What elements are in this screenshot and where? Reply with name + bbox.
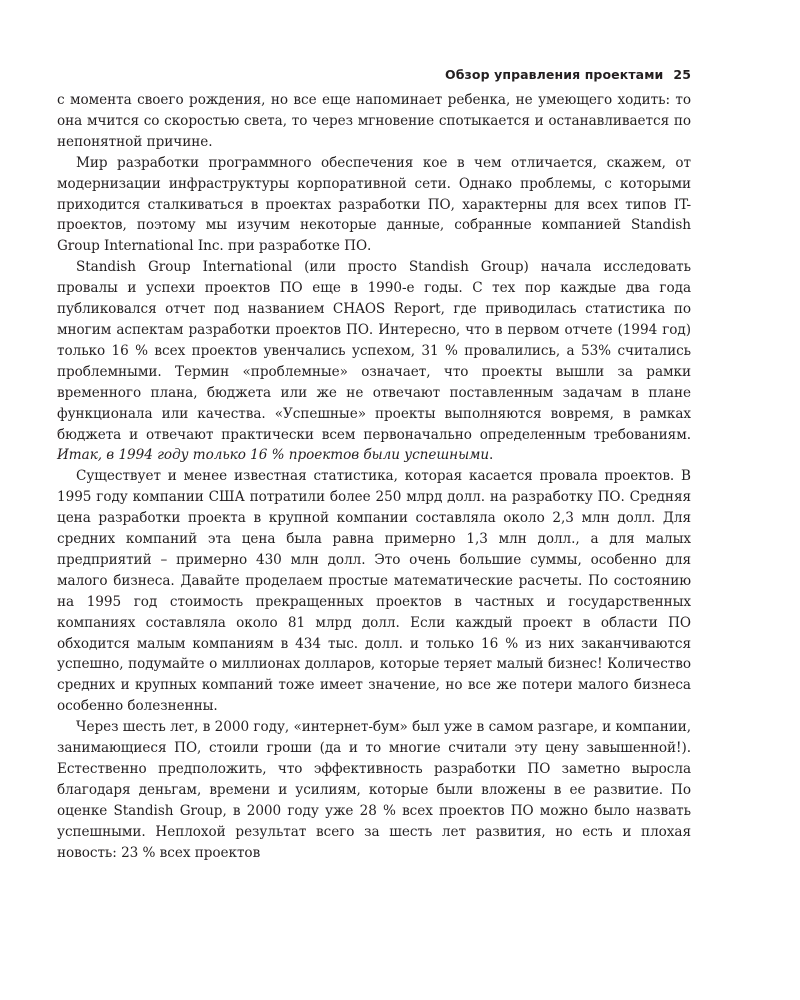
paragraph [57,257,691,466]
paragraph-tail: . [489,447,494,464]
paragraph: Через шесть лет, в 2000 году, «интернет-бум» был уже в самом разгаре, и компании, занимающиеся ПО, стоили гроши (да и то многие считали эту цену завышенной!). Естественно предположить, что эффективность разработки ПО заметно выросла благодаря деньгам, времени и усилиям, которые были вложены в ее развитие. По оценке Standish Group, в 2000 году уже 28 % всех проектов ПО можно было назвать успешными. Неплохой результат всего за шесть лет развития, но есть и плохая новость: 23 % всех проектов [57,719,691,861]
emphasized-conclusion: Итак, в 1994 году только 16 % проектов были успешными [57,447,490,464]
running-header [57,66,691,84]
paragraph: с момента своего рождения, но все еще напоминает ребенка, не умеющего ходить: то она мчится со скоростью света, то через мгновение спотыкается и останавливается по непонятной причине. [57,92,691,150]
chapter-title: Обзор управления проектами [445,67,664,82]
page-number: 25 [673,67,691,82]
paragraph: Мир разработки программного обеспечения кое в чем отличается, скажем, от модернизации инфраструктуры корпоративной сети. Однако проблемы, с которыми приходится сталкиваться в проектах разработки ПО, характерны для всех типов IT-проектов, поэтому мы изучим некоторые данные, собранные компанией Standish Group International Inc. при разработке ПО. [57,154,691,255]
paragraph: Существует и менее известная статистика, которая касается провала проектов. В 1995 году компании США потратили более 250 млрд долл. на разработку ПО. Средняя цена разработки проекта в крупной компании составляла около 2,3 млн долл. Для средних компаний эта цена была равна примерно 1,3 млн долл., а для малых предприятий – примерно 430 млн долл. Это очень большие суммы, особенно для малого бизнеса. Давайте проделаем простые математические расчеты. По состоянию на 1995 год стоимость прекращенных проектов в частных и государственных компаниях составляла около 81 млрд долл. Если каждый проект в области ПО обходится малым компаниям в 434 тыс. долл. и только 16 % из них заканчиваются успешно, подумайте о миллионах долларов, которые теряет малый бизнес! Количество средних и крупных компаний тоже имеет значение, но все же потери малого бизнеса особенно болезненны. [57,468,691,715]
paragraph-text: Standish Group International (или просто Standish Group) начала исследовать провалы и успехи проектов ПО еще в 1990-е годы. С тех пор каждые два года публиковался отчет под названием CHAOS Report, где приводилась статистика по многим аспектам разработки проектов ПО. Интересно, что в первом отчете (1994 год) только 16 % всех проектов увенчались успехом, 31 % провалились, а 53% считались проблемными. Термин «проблемные» означает, что проекты вышли за рамки временного плана, бюджета или же не отвечают поставленным задачам в плане функционала или качества. «Успешные» проекты выполняются вовремя, в рамках бюджета и отвечают практически всем первоначально определенным требованиям. [57,259,691,443]
body-text [57,90,691,864]
book-page [57,66,691,864]
